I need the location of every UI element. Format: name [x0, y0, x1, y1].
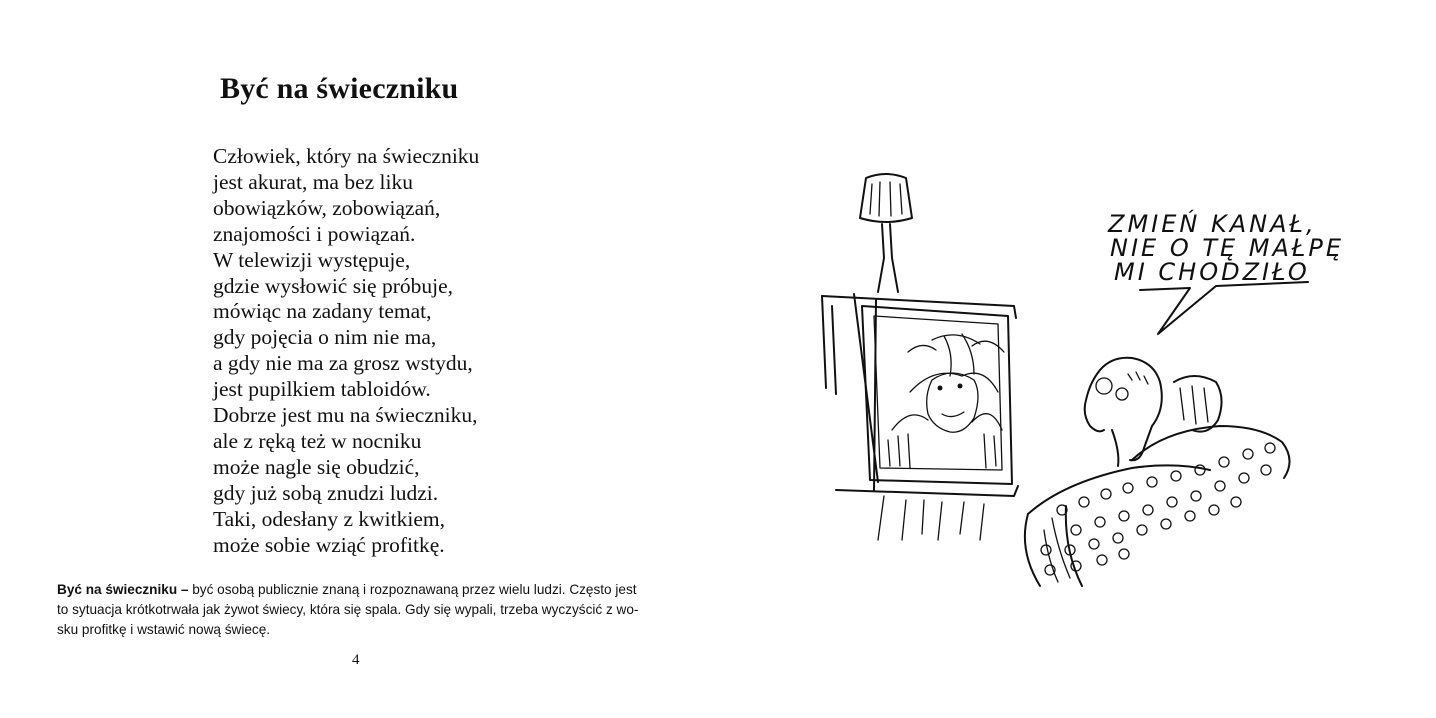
poem-line: może nagle się obudzić,	[213, 454, 420, 479]
speech-line: ZMIEŃ KANAŁ,	[1108, 210, 1317, 238]
definition-text: sku profitkę i wstawić nową świecę.	[57, 622, 271, 637]
poem-line: obowiązków, zobowiązań,	[213, 195, 441, 220]
poem-line: Taki, odesłany z kwitkiem,	[213, 506, 445, 531]
poem-line: jest pupilkiem tabloidów.	[213, 377, 431, 402]
poem-line: jest akurat, ma bez liku	[213, 169, 413, 194]
armchair-pattern	[1041, 443, 1275, 575]
poem-line: W telewizji występuje,	[213, 247, 411, 272]
poem-line: Dobrze jest mu na świeczniku,	[213, 403, 478, 428]
definition-text: to sytuacja krótkotrwała jak żywot świecy, która się spala. Gdy się wypali, trzeba wyczyścić z wo-	[57, 602, 639, 617]
right-page	[718, 0, 1436, 718]
poem-line: Człowiek, który na świeczniku	[213, 144, 480, 168]
poem-body	[213, 144, 479, 559]
poem-line: może sobie wziąć profitkę.	[213, 532, 445, 557]
poem-line: ale z ręką też w nocniku	[213, 428, 422, 453]
poem-line: gdy pojęcia o nim nie ma,	[213, 325, 437, 350]
poem-title: Być na świeczniku	[220, 72, 459, 105]
poem-line: a gdy nie ma za grosz wstydu,	[213, 351, 473, 376]
tv-set-drawing	[822, 294, 1018, 540]
speech-line: MI CHODZIŁO	[1114, 258, 1310, 286]
poem-line: gdzie wysłowić się próbuje,	[213, 273, 454, 298]
definition-note	[57, 580, 677, 640]
speech-bubble	[1107, 209, 1344, 334]
definition-term: Być na świeczniku –	[57, 582, 189, 597]
man-in-armchair-drawing	[1025, 358, 1290, 586]
lamp-drawing	[860, 174, 912, 292]
page-number: 4	[352, 652, 360, 668]
cartoon-illustration	[814, 130, 1434, 600]
poem-line: mówiąc na zadany temat,	[213, 299, 432, 324]
poem-line: znajomości i powiązań.	[213, 221, 416, 246]
speech-line: NIE O TĘ MAŁPĘ	[1110, 234, 1345, 262]
definition-text: być osobą publicznie znaną i rozpoznawaną przez wielu ludzi. Często jest	[188, 582, 637, 597]
poem-line: gdy już sobą znudzi ludzi.	[213, 480, 439, 505]
